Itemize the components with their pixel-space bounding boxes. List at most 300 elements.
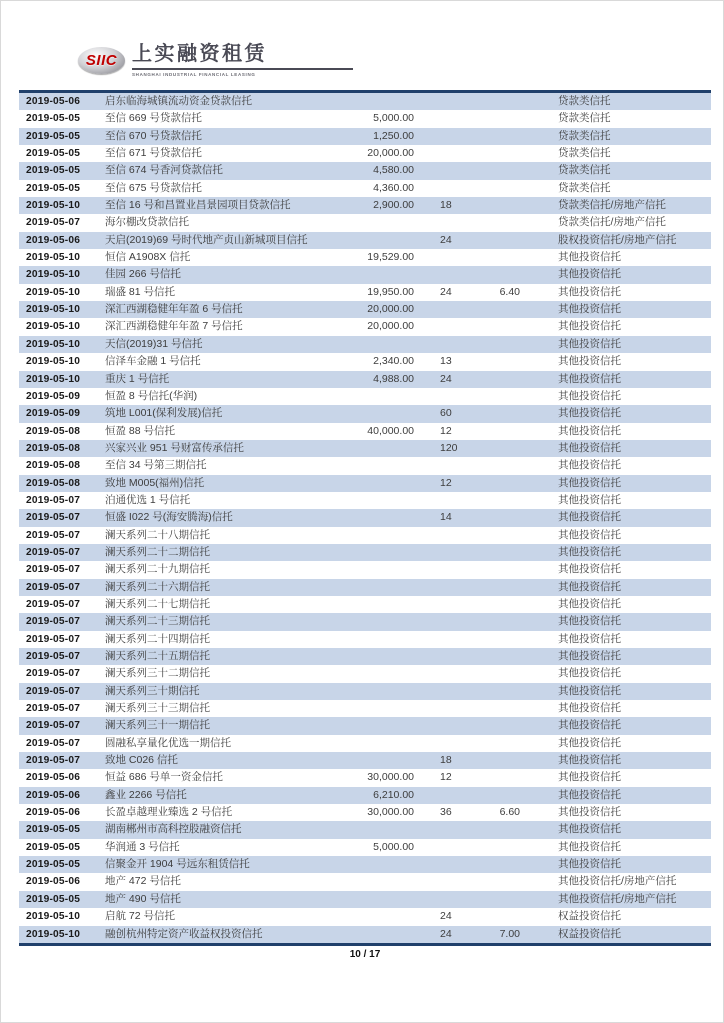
cell-category: 其他投资信托 (558, 771, 621, 784)
spacer (414, 440, 440, 457)
cell-category: 其他投资信托 (558, 840, 621, 853)
spacer (414, 821, 440, 838)
cell-name: 融创杭州特定资产收益权投资信托 (105, 927, 263, 940)
cell-amount (354, 873, 414, 890)
table-row (19, 717, 711, 734)
cell-category: 其他投资信托 (558, 667, 621, 680)
table-row (19, 388, 711, 405)
cell-term: 12 (440, 771, 452, 784)
spacer (520, 457, 558, 474)
cell-term (440, 128, 480, 145)
cell-term: 60 (440, 407, 452, 420)
spacer (520, 891, 558, 908)
cell-amount (354, 908, 414, 925)
cell-rate (480, 128, 520, 145)
cell-name: 恒盛 I022 号(海安腾海)信托 (105, 511, 233, 524)
cell-term (440, 787, 480, 804)
cell-name: 重庆 1 号信托 (105, 372, 170, 385)
cell-amount: 5,000.00 (373, 112, 414, 125)
cell-rate (480, 908, 520, 925)
cell-rate (480, 648, 520, 665)
cell-name: 信泽车金融 1 号信托 (105, 355, 201, 368)
cell-date: 2019-05-05 (26, 182, 81, 194)
cell-name: 澜天系列二十三期信托 (105, 615, 210, 628)
cell-name: 澜天系列三十二期信托 (105, 667, 210, 680)
spacer (414, 214, 440, 231)
cell-term (440, 839, 480, 856)
cell-category: 其他投资信托 (558, 719, 621, 732)
cell-rate (480, 266, 520, 283)
table-row (19, 839, 711, 856)
cell-date: 2019-05-10 (26, 304, 81, 316)
cell-date: 2019-05-07 (26, 616, 81, 628)
cell-term (440, 648, 480, 665)
spacer (414, 856, 440, 873)
spacer (520, 475, 558, 492)
cell-amount: 5,000.00 (373, 840, 414, 853)
cell-name: 澜天系列二十九期信托 (105, 563, 210, 576)
cell-date: 2019-05-10 (26, 252, 81, 264)
spacer (520, 93, 558, 110)
spacer (414, 318, 440, 335)
cell-category: 其他投资信托 (558, 788, 621, 801)
spacer (520, 423, 558, 440)
cell-amount: 2,340.00 (373, 355, 414, 368)
table-row (19, 787, 711, 804)
cell-amount: 40,000.00 (367, 424, 414, 437)
spacer (414, 457, 440, 474)
cell-date: 2019-05-05 (26, 859, 81, 871)
spacer (414, 613, 440, 630)
cell-term (440, 527, 480, 544)
spacer (414, 162, 440, 179)
spacer (520, 336, 558, 353)
table-row (19, 93, 711, 110)
cell-term (440, 492, 480, 509)
spacer (414, 509, 440, 526)
cell-rate (480, 891, 520, 908)
brand-caption: SHANGHAI INDUSTRIAL FINANCIAL LEASING (132, 72, 256, 78)
cell-name: 启航 72 号信托 (105, 910, 176, 923)
cell-date: 2019-05-06 (26, 234, 81, 246)
spacer (520, 648, 558, 665)
cell-date: 2019-05-05 (26, 893, 81, 905)
cell-category: 其他投资信托 (558, 650, 621, 662)
cell-term: 13 (440, 355, 452, 368)
cell-term (440, 596, 480, 613)
spacer (414, 544, 440, 561)
cell-category: 其他投资信托 (558, 823, 621, 836)
cell-rate (480, 839, 520, 856)
spacer (414, 353, 440, 370)
spacer (520, 162, 558, 179)
cell-rate (480, 388, 520, 405)
spacer (520, 214, 558, 231)
cell-amount (354, 579, 414, 596)
cell-name: 筑地 L001(保利发展)信托 (105, 407, 223, 420)
cell-term (440, 162, 480, 179)
cell-category: 贷款类信托 (558, 147, 611, 160)
cell-date: 2019-05-07 (26, 217, 81, 229)
cell-date: 2019-05-10 (26, 286, 81, 298)
cell-date: 2019-05-07 (26, 668, 81, 680)
spacer (414, 423, 440, 440)
table-row (19, 128, 711, 145)
cell-amount: 1,250.00 (373, 129, 414, 142)
cell-name: 澜天系列二十六期信托 (105, 580, 210, 593)
siic-globe-icon (78, 47, 125, 74)
table-row (19, 197, 711, 214)
table-row (19, 475, 711, 492)
table-row (19, 804, 711, 821)
cell-term (440, 388, 480, 405)
cell-category: 其他投资信托 (558, 702, 621, 715)
cell-term (440, 457, 480, 474)
cell-name: 至信 16 号和昌置业昌景园项目贷款信托 (105, 199, 291, 212)
table-row (19, 249, 711, 266)
spacer (414, 145, 440, 162)
cell-amount (354, 405, 414, 422)
spacer (520, 509, 558, 526)
cell-date: 2019-05-07 (26, 737, 81, 749)
cell-amount (354, 527, 414, 544)
table-row (19, 353, 711, 370)
cell-date: 2019-05-07 (26, 581, 81, 593)
spacer (520, 266, 558, 283)
cell-rate (480, 735, 520, 752)
cell-amount (354, 457, 414, 474)
spacer (414, 405, 440, 422)
cell-rate (480, 353, 520, 370)
cell-name: 启东临海城镇流动资金贷款信托 (105, 95, 252, 107)
cell-date: 2019-05-10 (26, 269, 81, 281)
cell-rate: 6.60 (499, 806, 520, 819)
spacer (520, 353, 558, 370)
cell-date: 2019-05-08 (26, 460, 81, 472)
cell-amount: 4,988.00 (373, 372, 414, 385)
cell-name: 致地 C026 信托 (105, 754, 178, 767)
spacer (520, 596, 558, 613)
spacer (414, 908, 440, 925)
table-row (19, 926, 711, 943)
cell-rate (480, 475, 520, 492)
cell-name: 信聚金开 1904 号远东租赁信托 (105, 858, 250, 871)
cell-amount (354, 631, 414, 648)
cell-rate (480, 336, 520, 353)
spacer (520, 301, 558, 318)
table-row (19, 561, 711, 578)
cell-category: 其他投资信托 (558, 424, 621, 437)
spacer (520, 388, 558, 405)
page-number: 10 / 17 (349, 949, 381, 960)
table-row (19, 145, 711, 162)
siic-badge-text: SIIC (85, 52, 118, 69)
table-row (19, 318, 711, 335)
cell-category: 权益投资信托 (558, 927, 621, 940)
spacer (520, 284, 558, 301)
cell-category: 其他投资信托 (558, 372, 621, 385)
spacer (414, 266, 440, 283)
cell-date: 2019-05-05 (26, 824, 81, 836)
cell-date: 2019-05-10 (26, 911, 81, 923)
spacer (414, 93, 440, 110)
spacer (520, 180, 558, 197)
cell-date: 2019-05-07 (26, 546, 81, 558)
table-row (19, 752, 711, 769)
cell-amount (354, 388, 414, 405)
spacer (520, 665, 558, 682)
cell-name: 恒盈 88 号信托 (105, 424, 176, 437)
spacer (414, 180, 440, 197)
cell-amount (354, 665, 414, 682)
cell-category: 股权投资信托/房地产信托 (558, 233, 677, 246)
cell-term (440, 579, 480, 596)
spacer (414, 804, 440, 821)
spacer (520, 839, 558, 856)
cell-category: 其他投资信托 (558, 545, 621, 558)
cell-category: 其他投资信托 (558, 615, 621, 628)
spacer (520, 752, 558, 769)
table-row (19, 891, 711, 908)
table-row (19, 405, 711, 422)
trust-table (19, 90, 711, 946)
table-row (19, 371, 711, 388)
cell-name: 澜天系列二十八期信托 (105, 528, 210, 541)
cell-rate (480, 787, 520, 804)
cell-amount: 20,000.00 (367, 147, 414, 160)
cell-amount (354, 683, 414, 700)
cell-name: 至信 670 号贷款信托 (105, 129, 202, 142)
spacer (520, 405, 558, 422)
cell-term: 12 (440, 476, 452, 489)
table-row (19, 613, 711, 630)
cell-category: 其他投资信托 (558, 441, 621, 454)
spacer (414, 700, 440, 717)
cell-term (440, 700, 480, 717)
cell-name: 至信 675 号贷款信托 (105, 181, 202, 194)
cell-term (440, 544, 480, 561)
spacer (520, 249, 558, 266)
spacer (520, 700, 558, 717)
cell-amount: 30,000.00 (367, 806, 414, 819)
cell-rate (480, 665, 520, 682)
spacer (414, 249, 440, 266)
spacer (414, 665, 440, 682)
cell-amount (354, 735, 414, 752)
spacer (520, 908, 558, 925)
cell-rate (480, 232, 520, 249)
table-row (19, 873, 711, 890)
spacer (520, 561, 558, 578)
spacer (414, 891, 440, 908)
cell-name: 佳园 266 号信托 (105, 268, 181, 281)
cell-rate (480, 492, 520, 509)
spacer (414, 388, 440, 405)
cell-name: 澜天系列二十七期信托 (105, 597, 210, 610)
spacer (414, 371, 440, 388)
cell-amount: 19,950.00 (367, 285, 414, 298)
cell-rate (480, 457, 520, 474)
cell-amount: 20,000.00 (367, 320, 414, 333)
spacer (520, 787, 558, 804)
cell-term: 24 (440, 285, 452, 298)
cell-category: 其他投资信托 (558, 303, 621, 316)
cell-date: 2019-05-07 (26, 494, 81, 506)
spacer (414, 631, 440, 648)
spacer (414, 717, 440, 734)
spacer (520, 856, 558, 873)
cell-name: 地产 472 号信托 (105, 875, 181, 888)
cell-name: 澜天系列二十二期信托 (105, 545, 210, 558)
cell-name: 恒盈 8 号信托(华润) (105, 389, 198, 402)
cell-name: 兴家兴业 951 号财富传承信托 (105, 441, 244, 454)
cell-rate (480, 405, 520, 422)
spacer (414, 128, 440, 145)
spacer (520, 579, 558, 596)
cell-term: 24 (440, 910, 452, 923)
spacer (414, 197, 440, 214)
cell-rate (480, 249, 520, 266)
cell-name: 澜天系列三十一期信托 (105, 719, 210, 732)
cell-term: 24 (440, 372, 452, 385)
cell-category: 其他投资信托 (558, 407, 621, 420)
cell-amount (354, 596, 414, 613)
cell-rate (480, 423, 520, 440)
cell-term (440, 180, 480, 197)
cell-date: 2019-05-05 (26, 148, 81, 160)
table-row (19, 509, 711, 526)
cell-date: 2019-05-10 (26, 338, 81, 350)
cell-rate (480, 596, 520, 613)
spacer (520, 613, 558, 630)
cell-rate: 7.00 (499, 927, 520, 940)
cell-rate (480, 821, 520, 838)
spacer (520, 128, 558, 145)
spacer (520, 804, 558, 821)
cell-term: 24 (440, 233, 452, 246)
cell-name: 海尔棚改贷款信托 (105, 216, 189, 229)
cell-rate (480, 631, 520, 648)
cell-amount (354, 700, 414, 717)
cell-date: 2019-05-06 (26, 807, 81, 819)
cell-category: 贷款类信托 (558, 164, 611, 177)
spacer (414, 492, 440, 509)
cell-term: 36 (440, 806, 452, 819)
spacer (414, 232, 440, 249)
cell-rate: 6.40 (499, 285, 520, 298)
cell-date: 2019-05-06 (26, 772, 81, 784)
cell-category: 其他投资信托 (558, 511, 621, 524)
cell-amount (354, 544, 414, 561)
table-row (19, 423, 711, 440)
cell-date: 2019-05-10 (26, 200, 81, 212)
cell-rate (480, 873, 520, 890)
cell-date: 2019-05-07 (26, 703, 81, 715)
spacer (520, 527, 558, 544)
spacer (520, 683, 558, 700)
cell-category: 贷款类信托/房地产信托 (558, 199, 666, 212)
cell-category: 其他投资信托/房地产信托 (558, 875, 677, 888)
spacer (520, 544, 558, 561)
table-row (19, 162, 711, 179)
cell-amount (354, 266, 414, 283)
table-row (19, 700, 711, 717)
cell-term (440, 266, 480, 283)
cell-date: 2019-05-07 (26, 651, 81, 662)
cell-term (440, 821, 480, 838)
spacer (520, 492, 558, 509)
cell-name: 湖南郴州市高科控股融资信托 (105, 823, 242, 836)
cell-term (440, 631, 480, 648)
cell-amount: 2,900.00 (373, 199, 414, 212)
cell-category: 贷款类信托 (558, 181, 611, 194)
cell-rate (480, 110, 520, 127)
cell-category: 其他投资信托 (558, 754, 621, 767)
cell-date: 2019-05-10 (26, 356, 81, 368)
cell-date: 2019-05-06 (26, 876, 81, 888)
cell-name: 瑞盛 81 号信托 (105, 285, 176, 298)
cell-amount (354, 232, 414, 249)
cell-term (440, 665, 480, 682)
cell-rate (480, 613, 520, 630)
brand-name: 上实融资租赁 (132, 42, 353, 70)
cell-amount (354, 891, 414, 908)
spacer (520, 440, 558, 457)
cell-amount: 30,000.00 (367, 771, 414, 784)
table-row (19, 284, 711, 301)
cell-category: 其他投资信托 (558, 268, 621, 281)
table-row (19, 665, 711, 682)
spacer (414, 110, 440, 127)
spacer (520, 735, 558, 752)
cell-amount (354, 613, 414, 630)
cell-name: 天信(2019)31 号信托 (105, 337, 203, 350)
table-row (19, 527, 711, 544)
cell-term (440, 891, 480, 908)
cell-category: 其他投资信托 (558, 528, 621, 541)
cell-date: 2019-05-09 (26, 408, 81, 420)
cell-date: 2019-05-09 (26, 390, 81, 402)
cell-category: 贷款类信托 (558, 129, 611, 142)
spacer (520, 145, 558, 162)
cell-date: 2019-05-06 (26, 96, 81, 107)
cell-amount (354, 475, 414, 492)
cell-rate (480, 197, 520, 214)
cell-date: 2019-05-05 (26, 841, 81, 853)
cell-rate (480, 162, 520, 179)
spacer (520, 318, 558, 335)
cell-name: 至信 671 号贷款信托 (105, 147, 202, 160)
cell-amount: 4,360.00 (373, 181, 414, 194)
cell-name: 澜天系列二十五期信托 (105, 650, 210, 662)
cell-category: 其他投资信托 (558, 355, 621, 368)
cell-term (440, 93, 480, 110)
cell-category: 权益投资信托 (558, 910, 621, 923)
cell-category: 其他投资信托 (558, 285, 621, 298)
cell-date: 2019-05-05 (26, 130, 81, 142)
cell-amount (354, 509, 414, 526)
cell-rate (480, 371, 520, 388)
cell-term (440, 717, 480, 734)
cell-date: 2019-05-10 (26, 321, 81, 333)
spacer (414, 336, 440, 353)
cell-date: 2019-05-10 (26, 373, 81, 385)
cell-category: 其他投资信托 (558, 459, 621, 472)
cell-date: 2019-05-06 (26, 789, 81, 801)
spacer (414, 683, 440, 700)
spacer (414, 926, 440, 943)
table-row (19, 683, 711, 700)
